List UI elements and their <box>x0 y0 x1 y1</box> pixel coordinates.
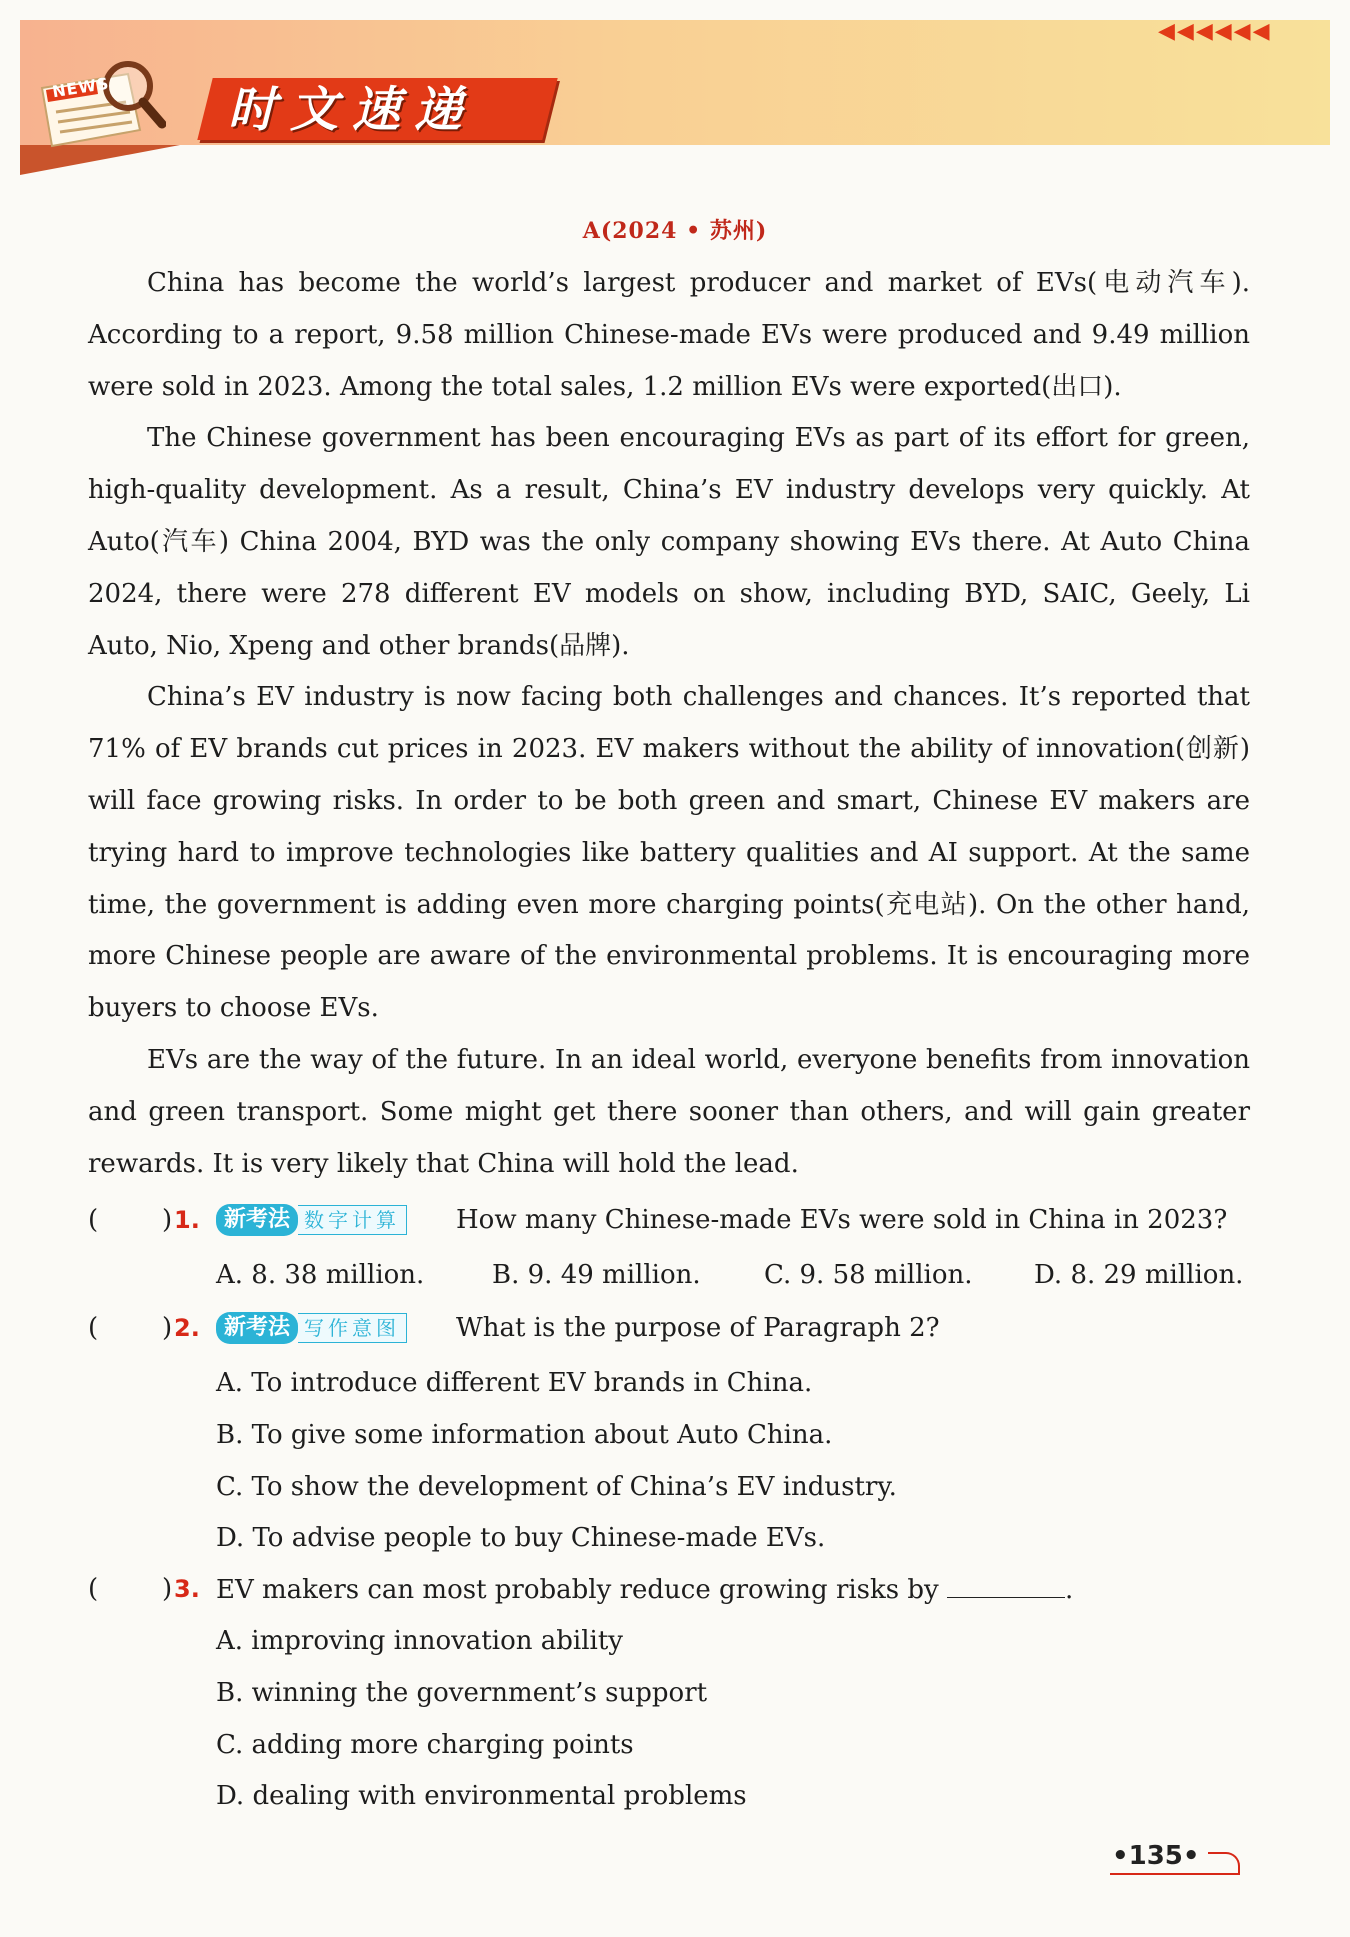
passage-paragraph-1: China has become the world’s largest producer and market of EVs(电动汽车). According to a report, 9.58 million Chinese-made EVs were produced and 9.49 million were sold in 2023. Among the total sales, 1.2 million EVs were exported(出口). <box>88 268 1250 402</box>
answer-paren-open[interactable]: ( <box>88 1313 99 1343</box>
question-number: 1. <box>174 1206 200 1234</box>
option-c[interactable]: C. adding more charging points <box>216 1730 634 1760</box>
answer-paren-open[interactable]: ( <box>88 1205 99 1235</box>
option-d[interactable]: D. 8. 29 million. <box>1034 1260 1244 1290</box>
option-a[interactable]: A. improving innovation ability <box>216 1626 623 1656</box>
option-c[interactable]: C. To show the development of China’s EV industry. <box>216 1472 897 1502</box>
option-c[interactable]: C. 9. 58 million. <box>764 1260 973 1290</box>
newspaper-icon-text: NEWS <box>50 73 111 102</box>
question-tag <box>216 1204 407 1236</box>
option-d[interactable]: D. To advise people to buy Chinese-made EVs. <box>216 1523 826 1553</box>
passage-paragraph-3: China’s EV industry is now facing both challenges and chances. It’s reported that 71% of EV brands cut prices in 2023. EV makers without the ability of innovation(创新) will face growing risks. In order to be both green and smart, Chinese EV makers are trying hard to improve technologies like battery qualities and AI support. At the same time, the government is adding even more charging points(充电站). On the other hand, more Chinese people are aware of the environmental problems. It is encouraging more buyers to choose EVs. <box>88 682 1250 1024</box>
option-a[interactable]: A. 8. 38 million. <box>216 1260 425 1290</box>
answer-blank[interactable] <box>947 1569 1065 1598</box>
question-number: 3. <box>174 1575 200 1603</box>
question-stem-wrap <box>216 1569 1073 1610</box>
option-d[interactable]: D. dealing with environmental problems <box>216 1781 747 1811</box>
question-stem: How many Chinese-made EVs were sold in China in 2023? <box>456 1205 1228 1235</box>
answer-paren-open[interactable]: ( <box>88 1574 99 1604</box>
newspaper-magnifier-icon <box>36 60 166 150</box>
tag-sub-label: 数字计算 <box>298 1205 407 1235</box>
page-number: •135• <box>1112 1841 1200 1871</box>
answer-paren-close[interactable]: ) <box>162 1205 173 1235</box>
question-stem-end: . <box>1064 1575 1074 1605</box>
question-number: 2. <box>174 1314 200 1342</box>
tag-main-label: 新考法 <box>216 1312 298 1344</box>
page-number-hook-icon <box>1208 1852 1240 1874</box>
left-arrows-icon: ◀◀◀◀◀◀ <box>1158 19 1272 44</box>
page-title: 时文速递 <box>228 82 477 138</box>
option-b[interactable]: B. 9. 49 million. <box>492 1260 701 1290</box>
passage-paragraph-4: EVs are the way of the future. In an ideal world, everyone benefits from innovation and green transport. Some might get there sooner than others, and will gain greater rewards. It is very likely that China will hold the lead. <box>88 1044 1250 1179</box>
answer-paren-close[interactable]: ) <box>162 1574 173 1604</box>
question-stem: EV makers can most probably reduce growing risks by <box>216 1575 939 1605</box>
answer-paren-close[interactable]: ) <box>162 1313 173 1343</box>
tag-main-label: 新考法 <box>216 1204 298 1236</box>
tag-sub-label: 写作意图 <box>298 1313 407 1343</box>
option-b[interactable]: B. winning the government’s support <box>216 1678 708 1708</box>
question-stem: What is the purpose of Paragraph 2? <box>456 1313 940 1343</box>
option-a[interactable]: A. To introduce different EV brands in China. <box>216 1368 813 1398</box>
question-tag <box>216 1312 407 1344</box>
reading-passage <box>88 258 1250 1190</box>
option-b[interactable]: B. To give some information about Auto China. <box>216 1420 833 1450</box>
passage-paragraph-2: The Chinese government has been encouraging EVs as part of its effort for green, high-quality development. As a result, China’s EV industry develops very quickly. At Auto(汽车) China 2004, BYD was the only company showing EVs there. At Auto China 2024, there were 278 different EV models on show, including BYD, SAIC, Geely, Li Auto, Nio, Xpeng and other brands(品牌). <box>88 423 1250 661</box>
section-heading: A(2024 • 苏州) <box>582 218 768 244</box>
